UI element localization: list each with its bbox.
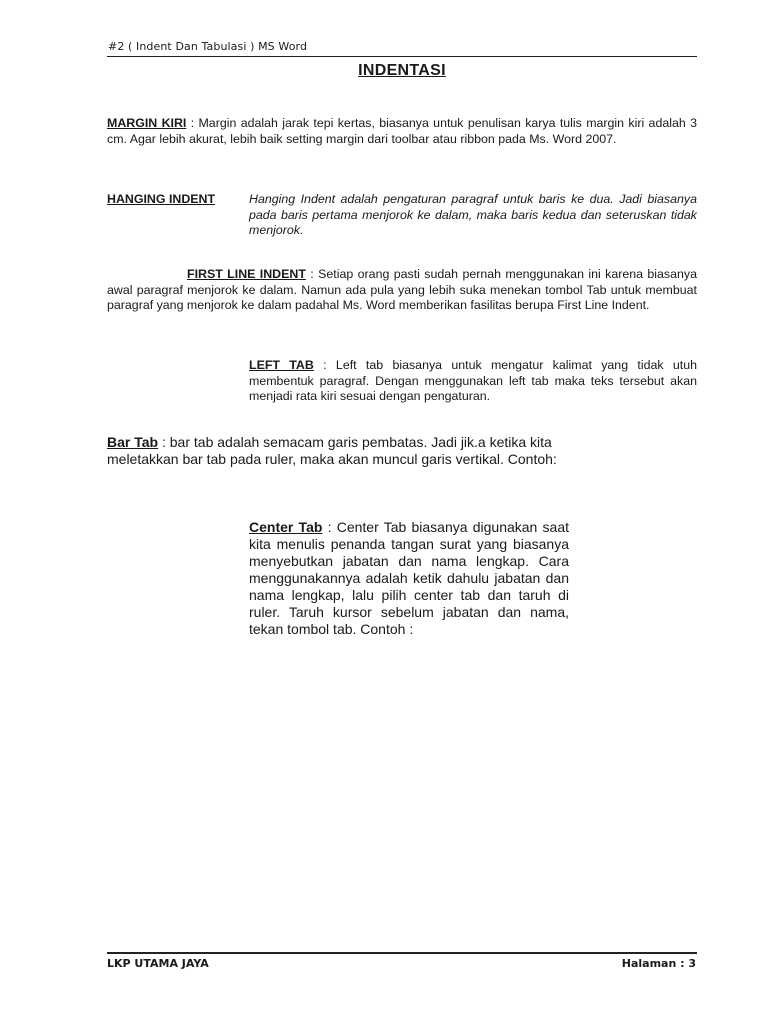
left-tab-label: LEFT TAB bbox=[249, 358, 314, 372]
bar-tab-separator: : bbox=[158, 434, 170, 450]
center-tab-label: Center Tab bbox=[249, 519, 323, 535]
section-margin-kiri bbox=[107, 116, 697, 147]
header-rule bbox=[107, 56, 697, 57]
bar-tab-label: Bar Tab bbox=[107, 434, 159, 450]
hanging-indent-text: Hanging Indent adalah pengaturan paragraf untuk baris ke dua. Jadi biasanya pada baris pertama menjorok ke dalam, maka baris kedua dan seteruskan tidak menjorok. bbox=[249, 192, 697, 238]
left-tab-text: Left tab biasanya untuk mengatur kalimat yang tidak utuh membentuk paragraf. Dengan menggunakan left tab maka teks tersebut akan menjadi rata kiri sesuai dengan pengaturan. bbox=[249, 358, 698, 404]
center-tab-text: Center Tab biasanya digunakan saat kita menulis penanda tangan surat yang biasanya menyebutkan jabatan dan nama lengkap. Cara menggunakannya adalah ketik dahulu jabatan dan nama lengkap, lalu pilih center tab dan taruh di ruler. Taruh kursor sebelum jabatan dan nama, tekan tombol tab. Contoh : bbox=[249, 519, 570, 637]
section-center-tab bbox=[249, 519, 569, 638]
margin-kiri-label: MARGIN KIRI bbox=[107, 116, 187, 130]
first-line-indent-separator: : bbox=[305, 267, 319, 281]
first-line-indent-text: Setiap orang pasti sudah pernah menggunakan ini karena biasanya awal paragraf menjorok ke dalam. Namun ada pula yang lebih suka menekan tombol Tab untuk membuat paragraf yang menjorok ke dalam padahal Ms. Word memberikan fasilitas berupa First Line Indent. bbox=[107, 267, 697, 313]
footer-page-number: Halaman : 3 bbox=[621, 957, 696, 970]
page-header: #2 ( Indent Dan Tabulasi ) MS Word bbox=[108, 40, 308, 53]
bar-tab-text: bar tab adalah semacam garis pembatas. Jadi jik.a ketika kita meletakkan bar tab pada ruler, maka akan muncul garis vertikal. Contoh: bbox=[107, 434, 557, 468]
center-tab-separator: : bbox=[322, 519, 337, 535]
margin-kiri-separator: : bbox=[186, 116, 199, 130]
left-tab-separator: : bbox=[313, 358, 336, 372]
section-left-tab bbox=[249, 358, 697, 405]
section-bar-tab bbox=[107, 434, 569, 469]
footer-rule bbox=[107, 952, 697, 954]
page-title: INDENTASI bbox=[358, 62, 446, 79]
hanging-indent-label: HANGING INDENT bbox=[107, 192, 216, 206]
first-line-indent-label: FIRST LINE INDENT bbox=[187, 267, 306, 281]
footer-organization: LKP UTAMA JAYA bbox=[107, 957, 209, 970]
margin-kiri-text: Margin adalah jarak tepi kertas, biasanya untuk penulisan karya tulis margin kiri adalah 3 cm. Agar lebih akurat, lebih baik setting margin dari toolbar atau ribbon pada Ms. Word 2007. bbox=[107, 116, 697, 146]
section-first-line-indent bbox=[107, 267, 697, 314]
